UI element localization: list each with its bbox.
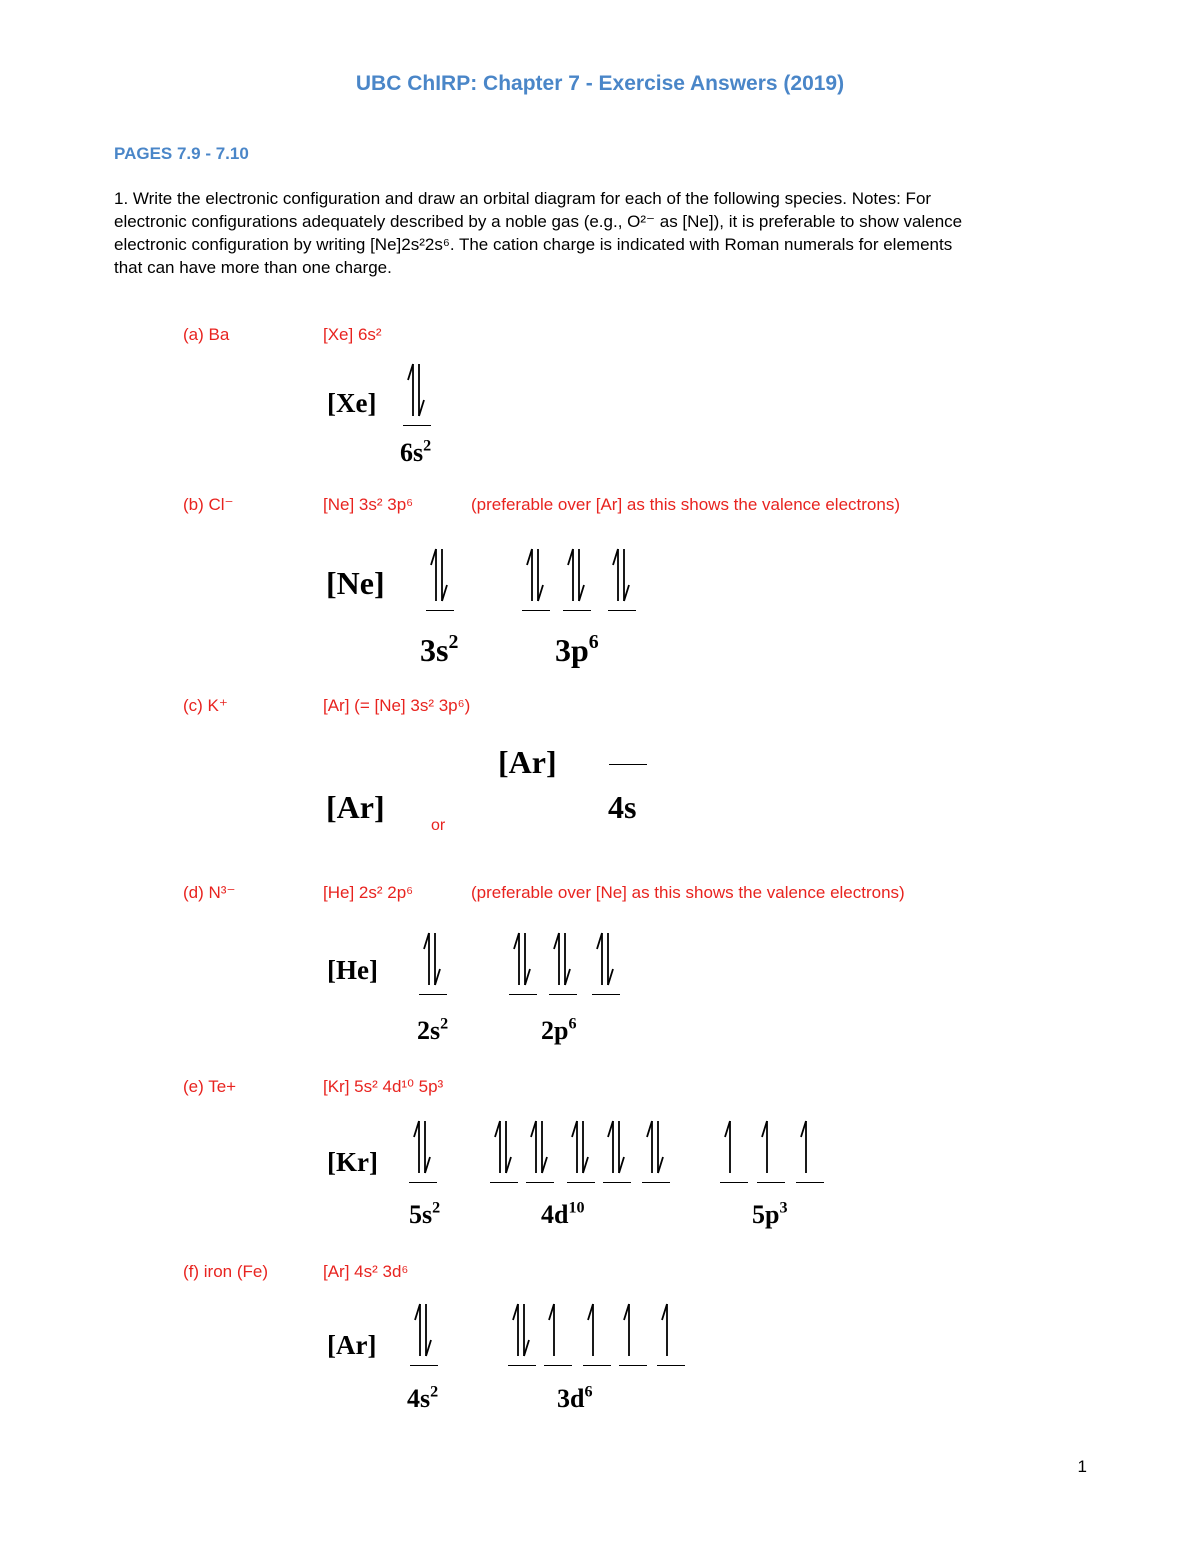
orbital-line	[409, 1182, 437, 1183]
item-f-config: [Ar] 4s² 3d⁶	[323, 1262, 409, 1281]
question-text	[114, 187, 1086, 279]
paired-electrons-arrow	[563, 543, 591, 605]
orbital-box	[583, 1298, 611, 1366]
page-title: UBC ChIRP: Chapter 7 - Exercise Answers (2019)	[355, 72, 845, 95]
item-a-config: [Xe] 6s²	[323, 325, 382, 344]
orbital-line	[757, 1182, 785, 1183]
orbital-box	[426, 543, 454, 611]
item-a-core: [Xe]	[327, 388, 377, 418]
paired-electrons-arrow	[410, 1298, 438, 1360]
orbital-box	[608, 543, 636, 611]
item-e-subshell-s: $5s^2$	[409, 1199, 441, 1229]
paired-electrons-arrow	[509, 927, 537, 989]
orbital-box	[419, 927, 447, 995]
item-d-subshell-s: $2s^2$	[417, 1015, 449, 1045]
orbital-box	[549, 927, 577, 995]
orbital-line	[657, 1365, 685, 1366]
item-c-label: (c) K⁺	[183, 696, 228, 715]
orbital-line	[796, 1182, 824, 1183]
paired-electrons-arrow	[608, 543, 636, 605]
orbital-line	[403, 425, 431, 426]
orbital-line	[592, 994, 620, 995]
orbital-box	[509, 927, 537, 995]
orbital-line	[603, 1182, 631, 1183]
item-f-core: [Ar]	[327, 1330, 377, 1360]
paired-electrons-arrow	[409, 1115, 437, 1177]
orbital-box	[567, 1115, 595, 1183]
orbital-line	[410, 1365, 438, 1366]
single-electron-arrow	[657, 1298, 685, 1360]
orbital-line	[609, 764, 647, 765]
item-d-config: [He] 2s² 2p⁶	[323, 883, 414, 902]
orbital-line	[508, 1365, 536, 1366]
item-d-core: [He]	[327, 955, 378, 985]
orbital-box	[720, 1115, 748, 1183]
orbital-line	[549, 994, 577, 995]
item-b-label: (b) Cl⁻	[183, 495, 234, 514]
orbital-box	[592, 927, 620, 995]
paired-electrons-arrow	[419, 927, 447, 989]
paired-electrons-arrow	[526, 1115, 554, 1177]
paired-electrons-arrow	[642, 1115, 670, 1177]
paired-electrons-arrow	[522, 543, 550, 605]
page-number: 1	[1077, 1457, 1087, 1476]
paired-electrons-arrow	[508, 1298, 536, 1360]
paired-electrons-arrow	[426, 543, 454, 605]
orbital-box	[603, 1115, 631, 1183]
item-a-label: (a) Ba	[183, 325, 230, 344]
orbital-line	[563, 610, 591, 611]
orbital-line	[426, 610, 454, 611]
question-line: that can have more than one charge.	[114, 258, 392, 277]
single-electron-arrow	[544, 1298, 572, 1360]
item-e-subshell-d: $4d^{10}$	[541, 1199, 585, 1229]
orbital-box	[609, 697, 647, 765]
orbital-box	[409, 1115, 437, 1183]
item-c-config: [Ar] (= [Ne] 3s² 3p⁶)	[323, 696, 471, 715]
orbital-box	[403, 358, 431, 426]
item-c-or: or	[431, 817, 446, 834]
orbital-box	[657, 1298, 685, 1366]
item-d-label: (d) N³⁻	[183, 883, 236, 902]
item-e-subshell-p: $5p^3$	[752, 1199, 788, 1229]
single-electron-arrow	[757, 1115, 785, 1177]
orbital-line	[544, 1365, 572, 1366]
orbital-box	[757, 1115, 785, 1183]
orbital-box	[526, 1115, 554, 1183]
paired-electrons-arrow	[592, 927, 620, 989]
orbital-line	[583, 1365, 611, 1366]
orbital-line	[419, 994, 447, 995]
item-f-subshell-d: $3d^6$	[557, 1383, 593, 1413]
item-e-core: [Kr]	[327, 1147, 378, 1177]
paired-electrons-arrow	[403, 358, 431, 420]
orbital-line	[720, 1182, 748, 1183]
orbital-box	[508, 1298, 536, 1366]
section-heading: PAGES 7.9 - 7.10	[114, 144, 249, 163]
single-electron-arrow	[796, 1115, 824, 1177]
orbital-box	[619, 1298, 647, 1366]
orbital-line	[509, 994, 537, 995]
item-d-note: (preferable over [Ne] as this shows the valence electrons)	[471, 883, 905, 902]
orbital-line	[490, 1182, 518, 1183]
orbital-line	[522, 610, 550, 611]
item-e-label: (e) Te+	[183, 1077, 237, 1096]
question-line: electronic configurations adequately described by a noble gas (e.g., O²⁻ as [Ne]), it is preferable to show valence	[114, 212, 963, 231]
item-b-subshell-p: $3p^6$	[555, 631, 599, 668]
question-line: 1. Write the electronic configuration and draw an orbital diagram for each of the following species. Notes: For	[114, 189, 932, 208]
paired-electrons-arrow	[603, 1115, 631, 1177]
item-b-config: [Ne] 3s² 3p⁶	[323, 495, 414, 514]
orbital-box	[563, 543, 591, 611]
orbital-line	[526, 1182, 554, 1183]
item-c-core: [Ar]	[326, 789, 385, 825]
single-electron-arrow	[720, 1115, 748, 1177]
orbital-line	[642, 1182, 670, 1183]
item-f-subshell-s: $4s^2$	[407, 1383, 439, 1413]
orbital-box	[642, 1115, 670, 1183]
item-e-config: [Kr] 5s² 4d¹⁰ 5p³	[323, 1077, 444, 1096]
item-b-subshell-s: $3s^2$	[420, 631, 459, 668]
item-d-subshell-p: $2p^6$	[541, 1015, 577, 1045]
orbital-line	[567, 1182, 595, 1183]
item-b-core: [Ne]	[326, 565, 385, 601]
question-line: electronic configuration by writing [Ne]2s²2s⁶. The cation charge is indicated with Roman numerals for elements	[114, 235, 953, 254]
orbital-line	[608, 610, 636, 611]
paired-electrons-arrow	[549, 927, 577, 989]
orbital-box	[796, 1115, 824, 1183]
item-c-subshell: 4s	[608, 789, 637, 825]
single-electron-arrow	[619, 1298, 647, 1360]
orbital-box	[410, 1298, 438, 1366]
orbital-box	[490, 1115, 518, 1183]
paired-electrons-arrow	[490, 1115, 518, 1177]
orbital-box	[544, 1298, 572, 1366]
item-b-note: (preferable over [Ar] as this shows the valence electrons)	[471, 495, 900, 514]
item-c-core-alt: [Ar]	[498, 744, 557, 780]
orbital-box	[522, 543, 550, 611]
orbital-line	[619, 1365, 647, 1366]
single-electron-arrow	[583, 1298, 611, 1360]
item-a-subshell: $6s^2$	[400, 437, 432, 467]
item-f-label: (f) iron (Fe)	[183, 1262, 268, 1281]
paired-electrons-arrow	[567, 1115, 595, 1177]
